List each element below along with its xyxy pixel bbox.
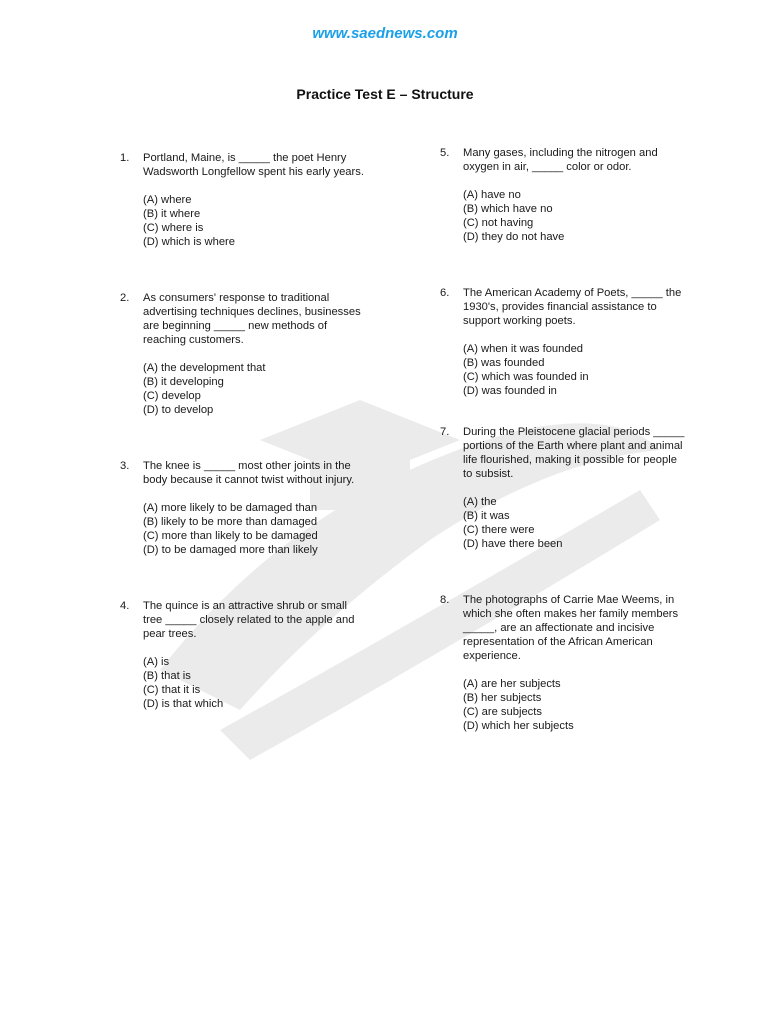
question-stem: Portland, Maine, is _____ the poet Henry Wadsworth Longfellow spent his early years. xyxy=(143,152,364,178)
question-stem: Many gases, including the nitrogen and oxygen in air, _____ color or odor. xyxy=(463,147,658,173)
answer-options xyxy=(463,342,688,398)
answer-option: (A) have no xyxy=(463,189,521,201)
question-stem: The knee is _____ most other joints in the body because it cannot twist without injury. xyxy=(143,460,355,486)
answer-option: (C) there were xyxy=(463,524,535,536)
answer-option: (C) that it is xyxy=(143,684,201,696)
answer-option: (C) not having xyxy=(463,217,534,229)
answer-option: (A) when it was founded xyxy=(463,343,584,355)
answer-option: (D) which is where xyxy=(143,236,236,248)
answer-option: (A) the development that xyxy=(143,362,266,374)
answer-options xyxy=(463,677,688,733)
question-1 xyxy=(120,151,368,249)
answer-options xyxy=(463,188,688,244)
answer-options xyxy=(143,655,368,711)
answer-option: (C) which was founded in xyxy=(463,371,589,383)
answer-option: (B) which have no xyxy=(463,203,553,215)
question-stem: The photographs of Carrie Mae Weems, in which she often makes her family members _____, are an affectionate and incisive representation of the African American experience. xyxy=(463,594,679,662)
question-3 xyxy=(120,459,368,557)
answer-option: (C) are subjects xyxy=(463,706,542,718)
question-7 xyxy=(440,425,688,551)
question-number: 2. xyxy=(120,292,130,304)
question-6 xyxy=(440,286,688,398)
answer-option: (D) is that which xyxy=(143,698,224,710)
answer-option: (D) they do not have xyxy=(463,231,565,243)
answer-option: (C) more than likely to be damaged xyxy=(143,530,318,542)
answer-option: (B) was founded xyxy=(463,357,545,369)
question-number: 3. xyxy=(120,460,130,472)
question-5 xyxy=(440,146,688,244)
answer-option: (B) that is xyxy=(143,670,191,682)
page-title: Practice Test E – Structure xyxy=(296,86,474,102)
answer-option: (C) develop xyxy=(143,390,201,402)
answer-option: (A) more likely to be damaged than xyxy=(143,502,318,514)
question-8 xyxy=(440,593,688,733)
answer-option: (D) have there been xyxy=(463,538,563,550)
answer-option: (A) are her subjects xyxy=(463,678,561,690)
answer-option: (B) her subjects xyxy=(463,692,542,704)
answer-option: (B) likely to be more than damaged xyxy=(143,516,318,528)
question-stem: The American Academy of Poets, _____ the 1930's, provides financial assistance to support working poets. xyxy=(463,287,682,327)
question-stem: The quince is an attractive shrub or small tree _____ closely related to the apple and pear trees. xyxy=(143,600,355,640)
answer-option: (A) is xyxy=(143,656,170,668)
answer-options xyxy=(463,495,688,551)
answer-options xyxy=(143,193,368,249)
question-number: 4. xyxy=(120,600,130,612)
answer-option: (A) the xyxy=(463,496,497,508)
answer-option: (A) where xyxy=(143,194,192,206)
question-number: 8. xyxy=(440,594,450,606)
answer-option: (B) it was xyxy=(463,510,510,522)
question-number: 6. xyxy=(440,287,450,299)
site-url-header[interactable]: www.saednews.com xyxy=(312,25,458,42)
question-stem: During the Pleistocene glacial periods _____ portions of the Earth where plant and animal life flourished, making it possible for people to subsist. xyxy=(463,426,685,480)
answer-option: (D) to be damaged more than likely xyxy=(143,544,318,556)
question-number: 1. xyxy=(120,152,130,164)
answer-option: (C) where is xyxy=(143,222,204,234)
answer-option: (D) to develop xyxy=(143,404,214,416)
question-4 xyxy=(120,599,368,711)
answer-option: (D) which her subjects xyxy=(463,720,574,732)
question-number: 7. xyxy=(440,426,450,438)
answer-option: (B) it developing xyxy=(143,376,224,388)
question-stem: As consumers' response to traditional advertising techniques declines, businesses are beginning _____ new methods of reaching customers. xyxy=(143,292,361,346)
answer-option: (D) was founded in xyxy=(463,385,557,397)
answer-options xyxy=(143,501,368,557)
question-2 xyxy=(120,291,368,417)
answer-options xyxy=(143,361,368,417)
answer-option: (B) it where xyxy=(143,208,201,220)
question-number: 5. xyxy=(440,147,450,159)
